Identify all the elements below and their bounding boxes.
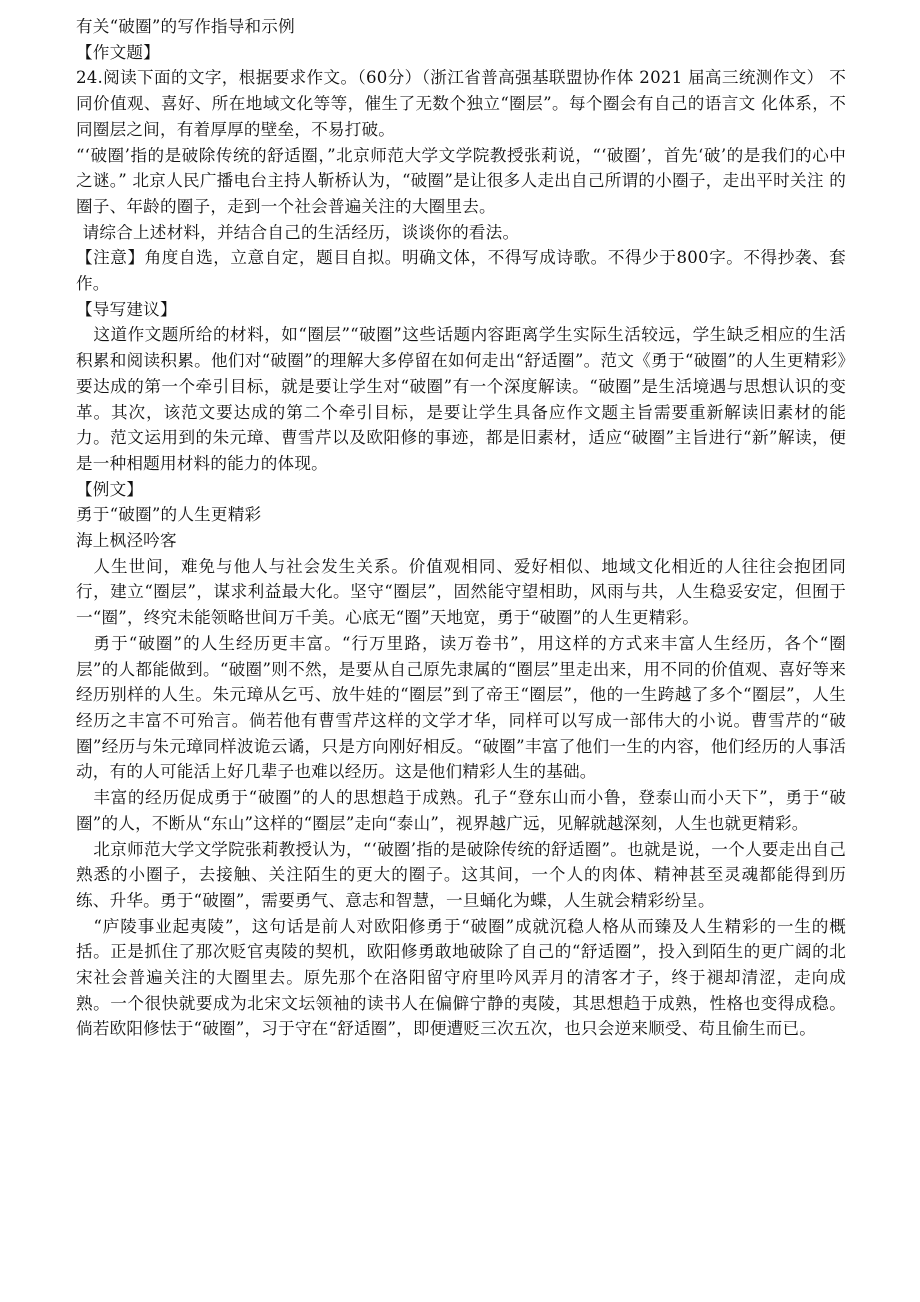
essay-paragraph: 北京师范大学文学院张莉教授认为，“‘破圈’指的是破除传统的舒适圈”。也就是说，一个人要走出自己熟悉的小圈子，去接触、关注陌生的更大的圈子。这其间，一个人的肉体、精神甚至灵魂都能得到历练、升华。勇于“破圈”，需要勇气、意志和智慧，一旦蛹化为蝶，人生就会精彩纷呈。: [76, 839, 846, 910]
essay-paragraph: 勇于“破圈”的人生经历更丰富。“行万里路，读万卷书”，用这样的方式来丰富人生经历，各个“圈层”的人都能做到。“破圈”则不然，是要从自己原先隶属的“圈层”里走出来，用不同的价值观、喜好等来经历别样的人生。朱元璋从乞丐、放牛娃的“圈层”到了帝王“圈层”，他的一生跨越了多个“圈层”，人生经历之丰富不可殆言。倘若他有曹雪芹这样的文学才华，同样可以写成一部伟大的小说。曹雪芹的“破圈”经历与朱元璋同样波诡云谲，只是方向刚好相反。“破圈”丰富了他们一生的内容，他们经历的人事活动，有的人可能活上好几辈子也难以经历。这是他们精彩人生的基础。: [76, 633, 846, 782]
essay-paragraph: “庐陵事业起夷陵”，这句话是前人对欧阳修勇于“破圈”成就沉稳人格从而臻及人生精彩的一生的概括。正是抓住了那次贬官夷陵的契机，欧阳修勇敢地破除了自己的“舒适圈”，投入到陌生的更广阔的北宋社会普遍关注的大圈里去。原先那个在洛阳留守府里吟风弄月的清客才子，终于褪却清涩，走向成熟。一个很快就要成为北宋文坛领袖的读书人在偏僻宁静的夷陵，其思想趋于成熟，性格也变得成稳。倘若欧阳修怯于“破圈”，习于守在“舒适圈”，即便遭贬三次五次，也只会逆来顺受、苟且偷生而已。: [76, 916, 846, 1039]
essay-author: 海上枫泾吟客: [76, 531, 177, 551]
notice-text: 角度自选，立意自定，题目自拟。明确文体，不得写成诗歌。不得少于800字。不得抄袭、套作。: [76, 248, 846, 294]
topic-requirement: 请综合上述材料，并结合自己的生活经历，谈谈你的看法。: [82, 222, 520, 242]
essay-title: 勇于“破圈”的人生更精彩: [76, 505, 262, 525]
guide-paragraph: 这道作文题所给的材料，如“圈层”“破圈”这些话题内容距离学生实际生活较远，学生缺乏相应的生活积累和阅读积累。他们对“破圈”的理解大多停留在如何走出“舒适圈”。范文《勇于“破圈”的人生更精彩》要达成的第一个牵引目标，就是要让学生对“破圈”有一个深度解读。“破圈”是生活境遇与思想认识的变革。其次，该范文要达成的第二个牵引目标，是要让学生具备应作文题主旨需要重新解读旧素材的能力。范文运用到的朱元璋、曹雪芹以及欧阳修的事迹，都是旧素材，适应“破圈”主旨进行“新”解读，便是一种相题用材料的能力的体现。: [76, 325, 846, 473]
topic-quote-paragraph: “‘破圈’指的是破除传统的舒适圈，”北京师范大学文学院教授张莉说，“‘破圈’，首先‘破’的是我们的心中之谜。” 北京人民广播电台主持人靳桥认为，“破圈”是让很多人走出自己所谓的小圈子，走出平时关注 的圈子、年龄的圈子，走到一个社会普遍关注的大圈里去。: [76, 145, 846, 216]
essay-paragraph: 人生世间，难免与他人与社会发生关系。价值观相同、爱好相似、地域文化相近的人往往会抱团同行，建立“圈层”，谋求利益最大化。坚守“圈层”，固然能守望相助，风雨与共，人生稳妥安定，但囿于一“圈”，终究未能领略世间万千美。心底无“圈”天地宽，勇于“破圈”的人生更精彩。: [76, 556, 846, 628]
guide-section-label: 【导写建议】: [76, 299, 177, 319]
topic-intro-paragraph: 24.阅读下面的文字，根据要求作文。（60分）（浙江省普高强基联盟协作体 2021 届高三统测作文） 不同价值观、喜好、所在地域文化等等，催生了无数个独立“圈层”。每个圈会有自己的语言文 化体系，不同圈层之间，有着厚厚的壁垒，不易打破。: [76, 68, 846, 139]
example-section-label: 【例文】: [76, 479, 144, 499]
notice-label: 【注意】: [76, 248, 145, 268]
notice-paragraph: [76, 245, 846, 296]
document-title: 有关“破圈”的写作指导和示例: [76, 17, 295, 36]
topic-section-label: 【作文题】: [76, 42, 160, 62]
essay-paragraph: 丰富的经历促成勇于“破圈”的人的思想趋于成熟。孔子“登东山而小鲁，登泰山而小天下”，勇于“破圈”的人，不断从“东山”这样的“圈层”走向“泰山”，视界越广远，见解就越深刻，人生也就更精彩。: [76, 788, 846, 833]
document-page: [76, 14, 846, 1042]
